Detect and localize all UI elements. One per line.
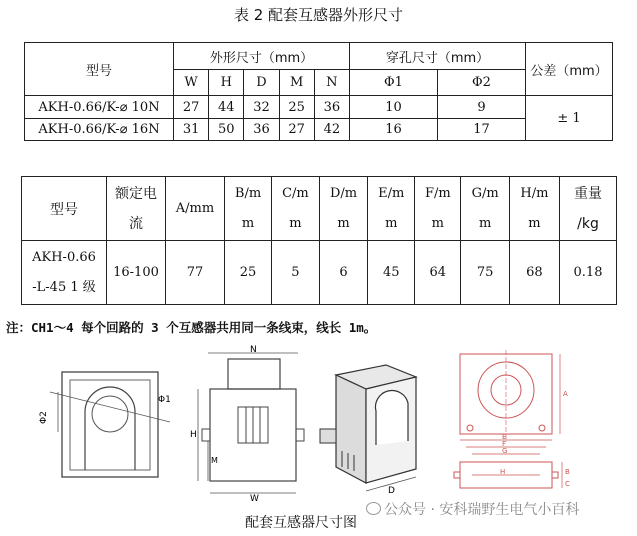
value-cell: 0.18 [560,241,617,305]
value-cell: 17 [437,119,525,141]
mounting-drawing [452,350,622,498]
value-cell: 77 [166,241,225,305]
value-cell: 9 [437,96,525,119]
value-cell: 42 [314,119,349,141]
note-text: 注：CH1～4 每个回路的 3 个互感器共用同一条线束，线长 1m。 [6,320,377,335]
table-row [22,241,617,305]
h-label: H [190,430,197,440]
f-header: F/m m [415,177,461,241]
model-header: 型号 [25,43,174,96]
value-cell: 36 [244,119,279,141]
value-cell: 27 [174,96,209,119]
model-cell: AKH-0.66 -L-45 1 级 [22,241,107,305]
col-h: H [209,70,244,96]
f-label: F [502,440,507,448]
figure-caption: 配套互感器尺寸图 [245,515,357,531]
a-header: A/mm [166,177,225,241]
dimension-table [24,42,613,141]
col-w: W [174,70,209,96]
value-cell: 10 [349,96,437,119]
value-cell: 25 [279,96,314,119]
b-header: B/m m [225,177,272,241]
weight-header: 重量 /kg [560,177,617,241]
side-view-drawing [188,345,308,505]
model-cell: AKH-0.66/K-⌀ 10N [25,96,174,119]
n-label: N [250,345,257,355]
value-cell: 6 [319,241,368,305]
spec-table [21,176,617,305]
value-cell: 32 [244,96,279,119]
model-header: 型号 [22,177,107,241]
col-phi2: Φ2 [437,70,525,96]
value-cell: 64 [415,241,461,305]
value-cell: 31 [174,119,209,141]
hole-size-header: 穿孔尺寸（mm） [349,43,525,70]
rated-current-header: 额定电 流 [107,177,166,241]
value-cell: 27 [279,119,314,141]
value-cell: 68 [509,241,559,305]
h-dim-label: H [500,468,506,476]
table1-caption: 表 2 配套互感器外形尺寸 [233,6,404,24]
perspective-drawing [316,355,426,495]
outer-size-header: 外形尺寸（mm） [174,43,350,70]
col-n: N [314,70,349,96]
value-cell: 16 [349,119,437,141]
value-cell: 44 [209,96,244,119]
value-cell: 45 [368,241,415,305]
value-cell: 36 [314,96,349,119]
e-label: E [502,433,507,441]
phi1-label: Φ1 [158,395,171,405]
w-label: W [250,494,259,504]
a-label: A [563,390,568,398]
value-cell: 25 [225,241,272,305]
g-header: G/m m [461,177,509,241]
watermark: 公众号 · 安科瑞野生电气小百科 [366,499,579,519]
value-cell: 75 [461,241,509,305]
col-m: M [279,70,314,96]
value-cell: 50 [209,119,244,141]
g-label: G [502,447,508,455]
table-row [25,119,613,141]
tolerance-cell: ± 1 [526,96,613,141]
d-header: D/m m [319,177,368,241]
d-label: D [388,486,395,495]
value-cell: 5 [272,241,320,305]
col-phi1: Φ1 [349,70,437,96]
e-header: E/m m [368,177,415,241]
c-label: C [565,480,570,488]
phi2-label: Φ2 [39,411,49,424]
table-row [25,96,613,119]
front-view-drawing [30,352,180,492]
tolerance-header: 公差（mm） [526,43,613,96]
h-header: H/m m [509,177,559,241]
rated-current-cell: 16-100 [107,241,166,305]
wechat-icon [366,502,381,515]
b-label: B [565,468,570,476]
model-cell: AKH-0.66/K-⌀ 16N [25,119,174,141]
m-label: M [211,456,218,465]
c-header: C/m m [272,177,320,241]
col-d: D [244,70,279,96]
